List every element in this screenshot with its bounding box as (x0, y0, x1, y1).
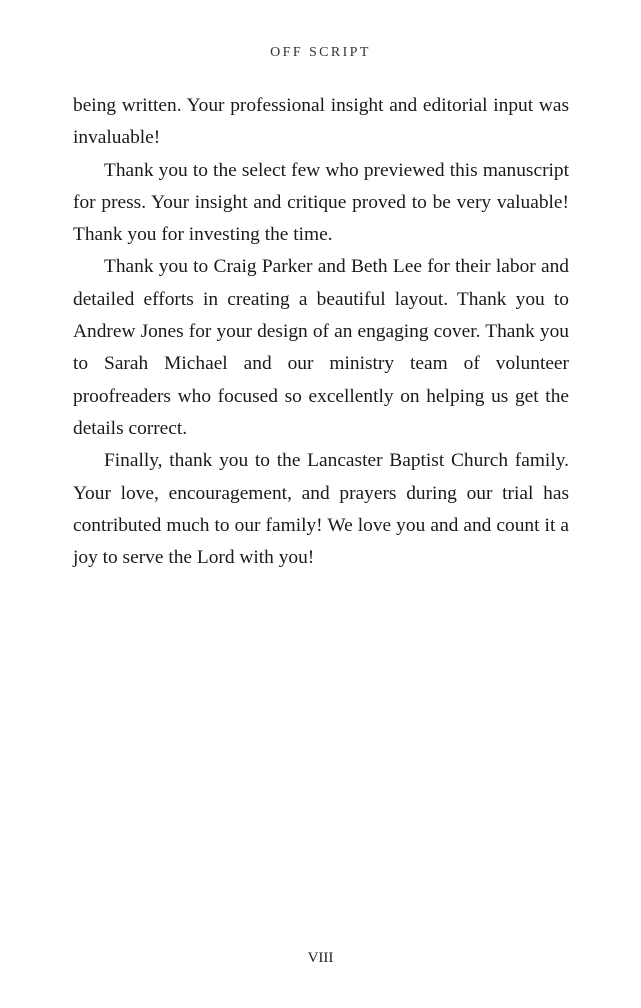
paragraph-continued: being written. Your professional insight and editorial input was invaluable! (73, 95, 569, 149)
paragraph-reviewers: Thank you to the select few who previewed this manuscript for press. Your insight and critique proved to be very valuable! Thank you for investing the time. (73, 159, 569, 246)
paragraph-church-family: Finally, thank you to the Lancaster Baptist Church family. Your love, encouragement, and prayers during our trial has contributed much to our family! We love you and and count it a joy to serve the Lord with you! (73, 450, 569, 569)
page-number: VIII (307, 950, 334, 966)
paragraph-design-team: Thank you to Craig Parker and Beth Lee for their labor and detailed efforts in creating a beautiful layout. Thank you to Andrew Jones for your design of an engaging cover. Thank you to Sarah Michael and our ministry team of volunteer proofreaders who focused so excellently on helping us get the details correct. (73, 256, 569, 439)
body-text (73, 90, 569, 574)
running-head: OFF SCRIPT (270, 45, 371, 60)
